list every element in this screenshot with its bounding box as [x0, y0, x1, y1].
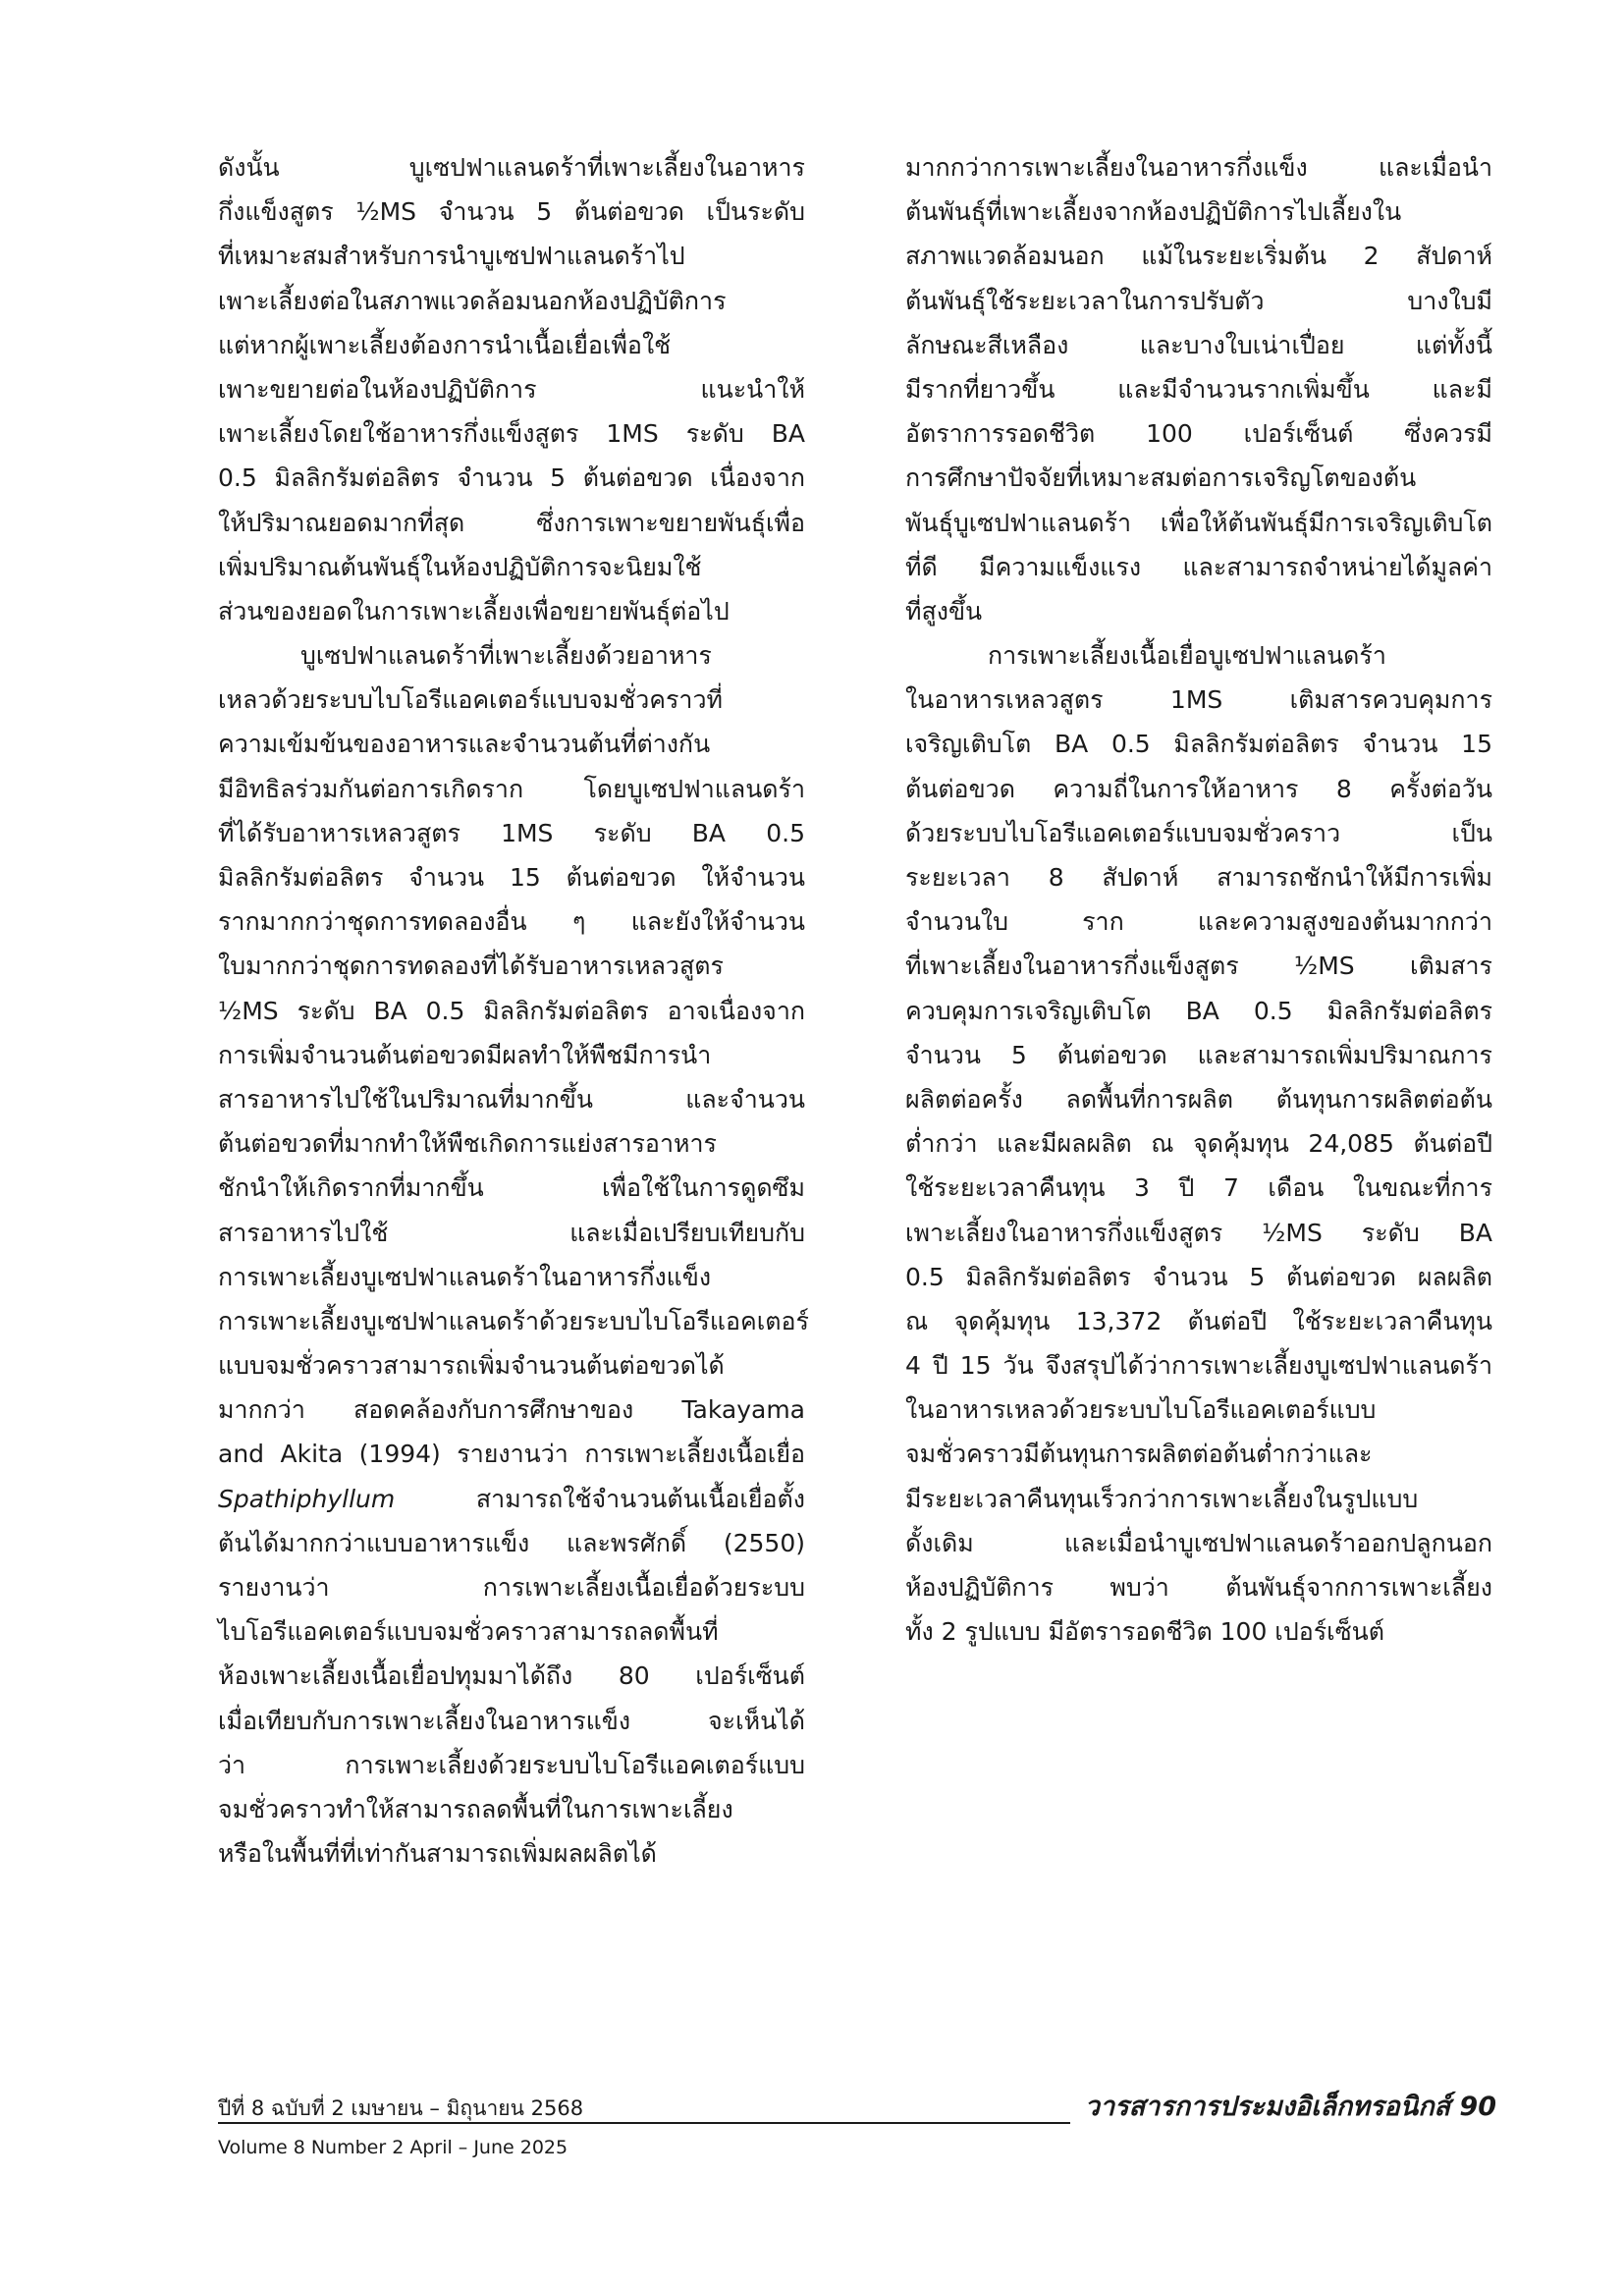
text-line — [218, 1121, 805, 1166]
text-line — [218, 1477, 805, 1521]
text-line — [905, 145, 1492, 190]
text-segment: กึ่งแข็งสูตร ½MS จำนวน 5 ต้นต่อขวด เป็นระดับ — [218, 197, 805, 227]
text-segment: พันธุ์บูเซปฟาแลนดร้า เพื่อให้ต้นพันธุ์มีการเจริญเติบโต — [905, 508, 1492, 537]
text-line — [905, 190, 1492, 234]
text-line — [905, 989, 1492, 1033]
text-line — [905, 767, 1492, 811]
text-segment: การเพาะเลี้ยงเนื้อเยื่อบูเซปฟาแลนดร้า — [988, 641, 1386, 671]
text-line — [218, 1521, 805, 1565]
text-segment: ที่สูงขึ้น — [905, 596, 983, 626]
text-line — [905, 1211, 1492, 1255]
text-line — [218, 722, 805, 766]
text-segment: มีอิทธิลร่วมกันต่อการเกิดราก โดยบูเซปฟาแลนดร้า — [218, 774, 805, 803]
text-segment: ต้นได้มากกว่าแบบอาหารแข็ง และพรศักดิ์ (2550) — [218, 1528, 805, 1557]
text-line — [905, 234, 1492, 278]
text-line — [218, 1033, 805, 1077]
text-segment: บูเซปฟาแลนดร้าที่เพาะเลี้ยงด้วยอาหาร — [300, 641, 712, 671]
text-line — [218, 811, 805, 855]
text-line — [905, 1477, 1492, 1521]
text-line — [905, 722, 1492, 766]
text-line — [905, 1388, 1492, 1432]
text-segment: แต่หากผู้เพาะเลี้ยงต้องการนำเนื้อเยื่อเพื่อใช้ — [218, 330, 672, 359]
text-segment: ใช้ระยะเวลาคืนทุน 3 ปี 7 เดือน ในขณะที่การ — [905, 1173, 1492, 1203]
text-line — [218, 589, 805, 633]
text-line — [905, 589, 1492, 633]
text-line — [218, 1211, 805, 1255]
text-line — [905, 1255, 1492, 1299]
text-line — [218, 678, 805, 722]
text-line — [218, 989, 805, 1033]
text-line — [218, 767, 805, 811]
footer-issue-thai: ปีที่ 8 ฉบับที่ 2 เมษายน – มิถุนายน 2568 — [218, 2096, 584, 2120]
text-segment: ดังนั้น บูเซปฟาแลนดร้าที่เพาะเลี้ยงในอาหาร — [218, 153, 805, 182]
text-segment: ในอาหารเหลวสูตร 1MS เติมสารควบคุมการ — [905, 685, 1492, 715]
text-segment: เพิ่มปริมาณต้นพันธุ์ในห้องปฏิบัติการจะนิยมใช้ — [218, 552, 702, 581]
text-line — [218, 633, 805, 678]
text-segment: ณ จุดคุ้มทุน 13,372 ต้นต่อปี ใช้ระยะเวลาคืนทุน — [905, 1306, 1492, 1335]
text-segment: มิลลิกรัมต่อลิตร จำนวน 15 ต้นต่อขวด ให้จำนวน — [218, 863, 805, 892]
text-segment: ที่เหมาะสมสำหรับการนำบูเซปฟาแลนดร้าไป — [218, 242, 685, 271]
text-segment: จำนวนใบ ราก และความสูงของต้นมากกว่า — [905, 907, 1492, 937]
text-segment: จมชั่วคราวมีต้นทุนการผลิตต่อต้นต่ำกว่าและ — [905, 1440, 1373, 1469]
text-segment: การเพาะเลี้ยงบูเซปฟาแลนดร้าด้วยระบบไบโอรีแอคเตอร์ — [218, 1306, 809, 1335]
text-segment: ให้ปริมาณยอดมากที่สุด ซึ่งการเพาะขยายพันธุ์เพื่อ — [218, 508, 805, 537]
text-line — [905, 855, 1492, 899]
text-segment: สารอาหารไปใช้ และเมื่อเปรียบเทียบกับ — [218, 1218, 805, 1247]
text-segment: จำนวน 5 ต้นต่อขวด และสามารถเพิ่มปริมาณการ — [905, 1040, 1492, 1069]
text-line — [905, 811, 1492, 855]
text-line — [905, 1565, 1492, 1609]
text-line — [905, 279, 1492, 323]
text-line — [905, 1033, 1492, 1077]
text-segment: ต้นพันธุ์ที่เพาะเลี้ยงจากห้องปฏิบัติการไปเลี้ยงใน — [905, 197, 1402, 227]
text-segment: ใบมากกว่าชุดการทดลองที่ได้รับอาหารเหลวสูตร — [218, 952, 724, 981]
text-line — [905, 1121, 1492, 1166]
text-line — [905, 944, 1492, 988]
text-segment: ไบโอรีแอคเตอร์แบบจมชั่วคราวสามารถลดพื้นที่ — [218, 1617, 719, 1647]
text-line — [218, 367, 805, 411]
text-segment: มากกว่าการเพาะเลี้ยงในอาหารกึ่งแข็ง และเมื่อนำ — [905, 153, 1492, 182]
text-segment: มีรากที่ยาวขึ้น และมีจำนวนรากเพิ่มขึ้น และมี — [905, 374, 1492, 404]
text-segment: ลักษณะสีเหลือง และบางใบเน่าเปื่อย แต่ทั้งนี้ — [905, 330, 1492, 359]
text-line — [218, 1432, 805, 1476]
text-line — [218, 1699, 805, 1743]
text-segment: มากกว่า สอดคล้องกับการศึกษาของ Takayama — [218, 1395, 805, 1425]
text-line — [218, 1077, 805, 1121]
text-line — [218, 545, 805, 589]
text-segment: มีระยะเวลาคืนทุนเร็วกว่าการเพาะเลี้ยงในรูปแบบ — [905, 1484, 1419, 1513]
text-line — [218, 234, 805, 278]
text-segment: ด้วยระบบไบโอรีแอคเตอร์แบบจมชั่วคราว เป็น — [905, 818, 1492, 847]
text-line — [218, 501, 805, 545]
text-line — [905, 545, 1492, 589]
text-segment: and Akita (1994) รายงานว่า การเพาะเลี้ยงเนื้อเยื่อ — [218, 1440, 805, 1469]
text-segment: 0.5 มิลลิกรัมต่อลิตร จำนวน 5 ต้นต่อขวด เนื่องจาก — [218, 463, 805, 493]
text-segment: ระยะเวลา 8 สัปดาห์ สามารถชักนำให้มีการเพิ่ม — [905, 863, 1492, 892]
text-line — [218, 1743, 805, 1787]
text-segment: ชักนำให้เกิดรากที่มากขึ้น เพื่อใช้ในการดูดซึม — [218, 1173, 805, 1203]
text-segment: ห้องเพาะเลี้ยงเนื้อเยื่อปทุมมาได้ถึง 80 เปอร์เซ็นต์ — [218, 1661, 805, 1691]
footer-issue-english: Volume 8 Number 2 April – June 2025 — [218, 2137, 568, 2158]
text-segment: อัตราการรอดชีวิต 100 เปอร์เซ็นต์ ซึ่งควรมี — [905, 419, 1492, 449]
text-segment: รายงานว่า การเพาะเลี้ยงเนื้อเยื่อด้วยระบบ — [218, 1573, 805, 1602]
text-line — [905, 367, 1492, 411]
text-segment: 0.5 มิลลิกรัมต่อลิตร จำนวน 5 ต้นต่อขวด ผลผลิต — [905, 1262, 1492, 1291]
text-line — [905, 501, 1492, 545]
text-segment: เพาะเลี้ยงโดยใช้อาหารกึ่งแข็งสูตร 1MS ระดับ BA — [218, 419, 805, 449]
text-segment: ว่า การเพาะเลี้ยงด้วยระบบไบโอรีแอคเตอร์แบบ — [218, 1750, 805, 1779]
text-segment: สารอาหารไปใช้ในปริมาณที่มากขึ้น และจำนวน — [218, 1084, 805, 1114]
text-line — [905, 1166, 1492, 1210]
text-line — [218, 1831, 805, 1876]
text-line — [218, 323, 805, 367]
text-line — [218, 944, 805, 988]
text-line — [218, 855, 805, 899]
text-segment: ที่ได้รับอาหารเหลวสูตร 1MS ระดับ BA 0.5 — [218, 818, 805, 847]
text-line — [218, 1565, 805, 1609]
text-line — [905, 456, 1492, 500]
text-segment: ควบคุมการเจริญเติบโต BA 0.5 มิลลิกรัมต่อลิตร — [905, 996, 1492, 1025]
text-segment: เจริญเติบโต BA 0.5 มิลลิกรัมต่อลิตร จำนวน 15 — [905, 730, 1492, 759]
text-segment: ความเข้มข้นของอาหารและจำนวนต้นที่ต่างกัน — [218, 730, 711, 759]
text-line — [218, 411, 805, 456]
text-segment: ต้นต่อขวดที่มากทำให้พืชเกิดการแย่งสารอาหาร — [218, 1129, 717, 1159]
text-line — [905, 1432, 1492, 1476]
text-segment: ห้องปฏิบัติการ พบว่า ต้นพันธุ์จากการเพาะเลี้ยง — [905, 1573, 1492, 1602]
text-line — [905, 899, 1492, 944]
text-segment: สภาพแวดล้อมนอก แม้ในระยะเริ่มต้น 2 สัปดาห์ — [905, 242, 1492, 271]
text-line — [905, 411, 1492, 456]
text-segment: ต่ำกว่า และมีผลผลิต ณ จุดคุ้มทุน 24,085 ต้นต่อปี — [905, 1129, 1492, 1159]
text-segment: ทั้ง 2 รูปแบบ มีอัตรารอดชีวิต 100 เปอร์เซ็นต์ — [905, 1617, 1385, 1647]
text-segment: เหลวด้วยระบบไบโอรีแอคเตอร์แบบจมชั่วคราวที่ — [218, 685, 723, 715]
text-line — [218, 1299, 809, 1343]
text-segment: เพาะเลี้ยงในอาหารกึ่งแข็งสูตร ½MS ระดับ BA — [905, 1218, 1492, 1247]
footer-journal-name: วารสารการประมงอิเล็กทรอนิกส์ 90 — [1084, 2092, 1496, 2122]
text-line — [905, 1077, 1492, 1121]
text-line — [905, 1299, 1492, 1343]
footer-divider — [218, 2122, 1070, 2124]
text-segment: ต้นต่อขวด ความถี่ในการให้อาหาร 8 ครั้งต่อวัน — [905, 774, 1492, 803]
text-line — [218, 1787, 805, 1831]
text-segment: ผลิตต่อครั้ง ลดพื้นที่การผลิต ต้นทุนการผลิตต่อต้น — [905, 1084, 1492, 1114]
text-line — [905, 633, 1492, 678]
text-line — [905, 678, 1492, 722]
text-line — [218, 1654, 805, 1698]
text-segment: แบบจมชั่วคราวสามารถเพิ่มจำนวนต้นต่อขวดได้ — [218, 1351, 725, 1381]
text-line — [218, 1166, 805, 1210]
left-column — [218, 145, 809, 1876]
text-segment: หรือในพื้นที่ที่เท่ากันสามารถเพิ่มผลผลิตได้ — [218, 1839, 657, 1869]
text-segment: 4 ปี 15 วัน จึงสรุปได้ว่าการเพาะเลี้ยงบูเซปฟาแลนดร้า — [905, 1351, 1492, 1381]
text-segment: ½MS ระดับ BA 0.5 มิลลิกรัมต่อลิตร อาจเนื่องจาก — [218, 996, 805, 1025]
text-segment: ต้นพันธุ์ใช้ระยะเวลาในการปรับตัว บางใบมี — [905, 286, 1492, 315]
text-segment: เพาะขยายต่อในห้องปฏิบัติการ แนะนำให้ — [218, 374, 805, 404]
text-line — [218, 145, 805, 190]
text-line — [218, 190, 805, 234]
text-line — [218, 279, 805, 323]
text-line — [218, 1343, 805, 1388]
text-segment: การศึกษาปัจจัยที่เหมาะสมต่อการเจริญโตของต้น — [905, 463, 1417, 493]
text-segment: การเพิ่มจำนวนต้นต่อขวดมีผลทำให้พืชมีการนำ — [218, 1040, 712, 1069]
text-segment: ดั้งเดิม และเมื่อนำบูเซปฟาแลนดร้าออกปลูกนอก — [905, 1528, 1492, 1557]
text-line — [905, 1609, 1492, 1654]
text-line — [218, 1255, 805, 1299]
text-segment: ที่ดี มีความแข็งแรง และสามารถจำหน่ายได้มูลค่า — [905, 552, 1492, 581]
text-line — [218, 1388, 805, 1432]
text-segment: ในอาหารเหลวด้วยระบบไบโอรีแอคเตอร์แบบ — [905, 1395, 1377, 1425]
text-segment: สามารถใช้จำนวนต้นเนื้อเยื่อตั้ง — [395, 1484, 805, 1513]
text-segment: จมชั่วคราวทำให้สามารถลดพื้นที่ในการเพาะเลี้ยง — [218, 1794, 733, 1823]
text-line — [905, 323, 1492, 367]
text-segment: รากมากกว่าชุดการทดลองอื่น ๆ และยังให้จำนวน — [218, 907, 805, 937]
text-segment: ส่วนของยอดในการเพาะเลี้ยงเพื่อขยายพันธุ์ต่อไป — [218, 596, 730, 626]
text-segment: เพาะเลี้ยงต่อในสภาพแวดล้อมนอกห้องปฏิบัติการ — [218, 286, 727, 315]
text-segment: การเพาะเลี้ยงบูเซปฟาแลนดร้าในอาหารกึ่งแข็ง — [218, 1262, 712, 1291]
text-line — [218, 899, 805, 944]
text-line — [218, 1609, 805, 1654]
text-line — [218, 456, 805, 500]
text-segment: เมื่อเทียบกับการเพาะเลี้ยงในอาหารแข็ง จะเห็นได้ — [218, 1706, 805, 1735]
text-line — [905, 1521, 1492, 1565]
text-line — [905, 1343, 1492, 1388]
text-segment: ที่เพาะเลี้ยงในอาหารกึ่งแข็งสูตร ½MS เติมสาร — [905, 952, 1492, 981]
italic-term: Spathiphyllum — [218, 1484, 396, 1513]
right-column — [905, 145, 1492, 1654]
